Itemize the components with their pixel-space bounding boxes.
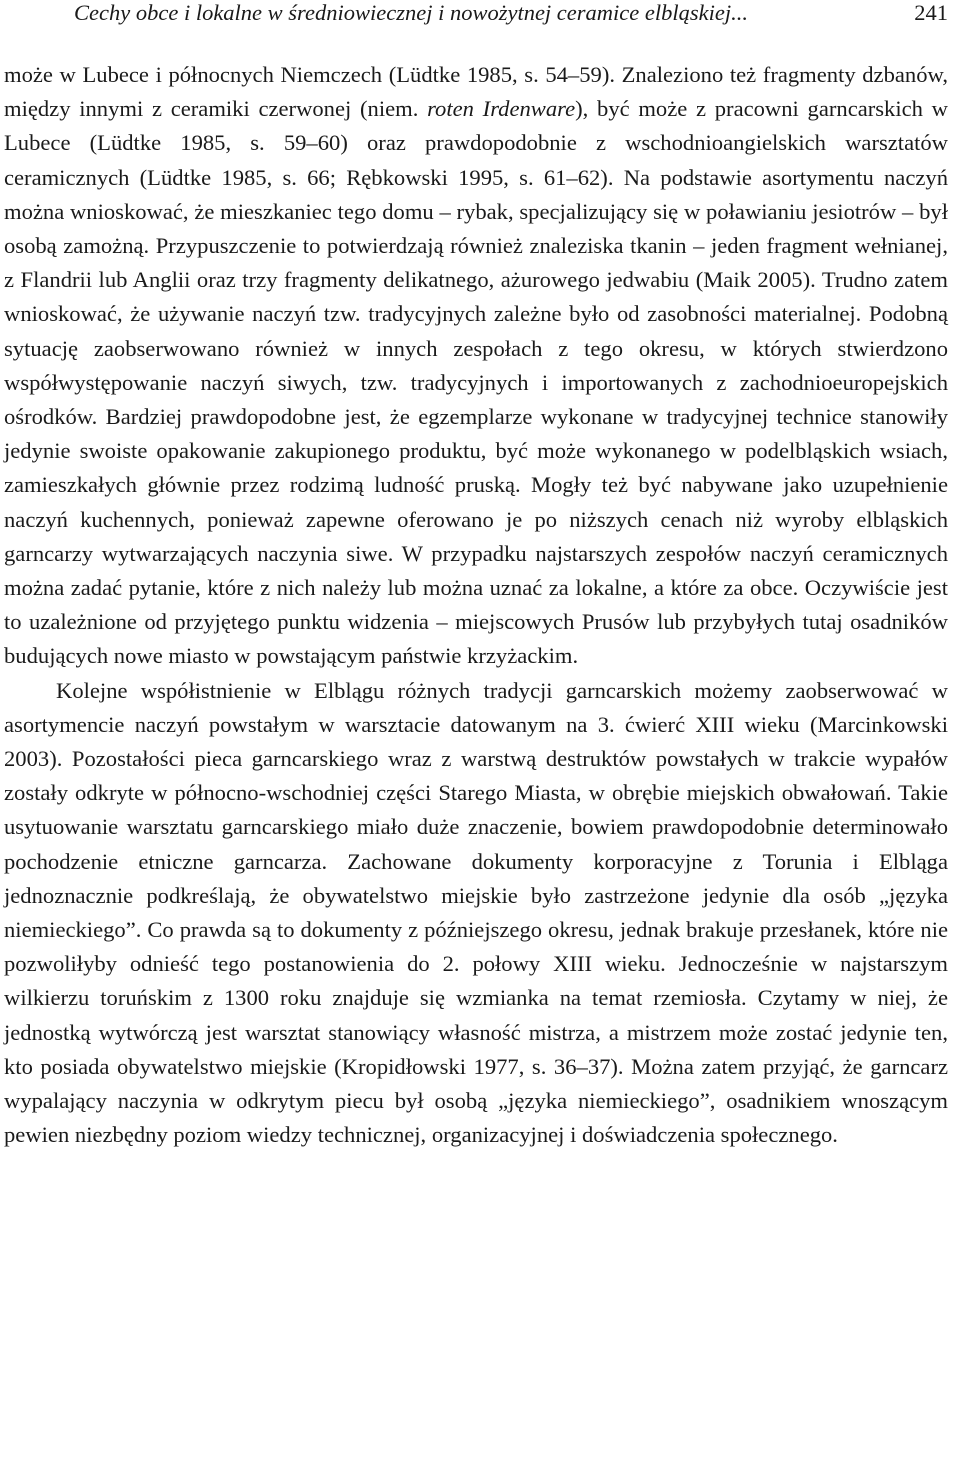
body-text: [4, 58, 948, 1153]
paragraph-1: [4, 58, 948, 674]
running-title: Cechy obce i lokalne w średniowiecznej i nowożytnej ceramice elbląskiej...: [74, 0, 748, 25]
paragraph-1-text-a: może w Lubece i północnych Niemczech (Lüdtke 1985, s. 54–59). Znaleziono też fragmenty dzbanów, między innymi z ceramiki czerwonej (niem.: [4, 62, 948, 122]
running-header: [4, 0, 948, 34]
book-page: [4, 0, 948, 1463]
page-number: 241: [914, 0, 948, 25]
paragraph-2: Kolejne współistnienie w Elblągu różnych tradycji garncarskich możemy zaobserwować w asortymencie naczyń powstałym w warsztacie datowanym na 3. ćwierć XIII wieku (Marcinkowski 2003). Pozostałości pieca garncarskiego wraz z warstwą destruktów powstałych w trakcie wypałów zostały odkryte w północno-wschodniej części Starego Miasta, w obrębie miejskich obwałowań. Takie usytuowanie warsztatu garncarskiego miało duże znaczenie, bowiem prawdopodobnie determinowało pochodzenie etniczne garncarza. Zachowane dokumenty korporacyjne z Torunia i Elbląga jednoznacznie podkreślają, że obywatelstwo miejskie było zastrzeżone jedynie dla osób „języka niemieckiego”. Co prawda są to dokumenty z późniejszego okresu, jednak brakuje przesłanek, które nie pozwoliłyby odnieść tego postanowienia do 2. połowy XIII wieku. Jednocześnie w najstarszym wilkierzu toruńskim z 1300 roku znajduje się wzmianka na temat rzemiosła. Czytamy w niej, że jednostką wytwórczą jest warsztat stanowiący własność mistrza, a mistrzem może zostać jedynie ten, kto posiada obywatelstwo miejskie (Kropidłowski 1977, s. 36–37). Można zatem przyjąć, że garncarz wypalający naczynia w odkrytym piecu był osobą „języka niemieckiego”, osadnikiem wnoszącym pewien niezbędny poziom wiedzy technicznej, organizacyjnej i doświadczenia społecznego.: [4, 677, 948, 1148]
paragraph-1-text-b: ), być może z pracowni garncarskich w Lubece (Lüdtke 1985, s. 59–60) oraz prawdopodobnie z wschodnioangielskich warsztatów ceramicznych (Lüdtke 1985, s. 66; Rębkowski 1995, s. 61–62). Na podstawie asortymentu naczyń można wnioskować, że mieszkaniec tego domu – rybak, specjalizujący się w poławianiu jesiotrów – był osobą zamożną. Przypuszczenie to potwierdzają również znaleziska tkanin – jeden fragment wełnianej, z Flandrii lub Anglii oraz trzy fragmenty delikatnego, ażurowego jedwabiu (Maik 2005). Trudno zatem wnioskować, że używanie naczyń tzw. tradycyjnych zależne było od zasobności materialnej. Podobną sytuację zaobserwowano również w innych zespołach z tego okresu, w których stwierdzono współwystępowanie naczyń siwych, tzw. tradycyjnych i importowanych z zachodnioeuropejskich ośrodków. Bardziej prawdopodobne jest, że egzemplarze wykonane w tradycyjnej technice stanowiły jedynie swoiste opakowanie zakupionego produktu, być może wykonanego w podelbląskich wsiach, zamieszkałych głównie przez rodzimą ludność pruską. Mogły też być nabywane jako uzupełnienie naczyń kuchennych, ponieważ zapewne oferowano je po niższych cenach niż wyroby elbląskich garncarzy wytwarzających naczynia siwe. W przypadku najstarszych zespołów naczyń ceramicznych można zadać pytanie, które z nich należy lub można uznać za lokalne, a które za obce. Oczywiście jest to uzależnione od przyjętego punktu widzenia – miejscowych Prusów lub przybyłych tutaj osadników budujących nowe miasto w powstającym państwie krzyżackim.: [4, 96, 948, 669]
paragraph-1-italic-term: roten Irdenware: [427, 96, 576, 122]
